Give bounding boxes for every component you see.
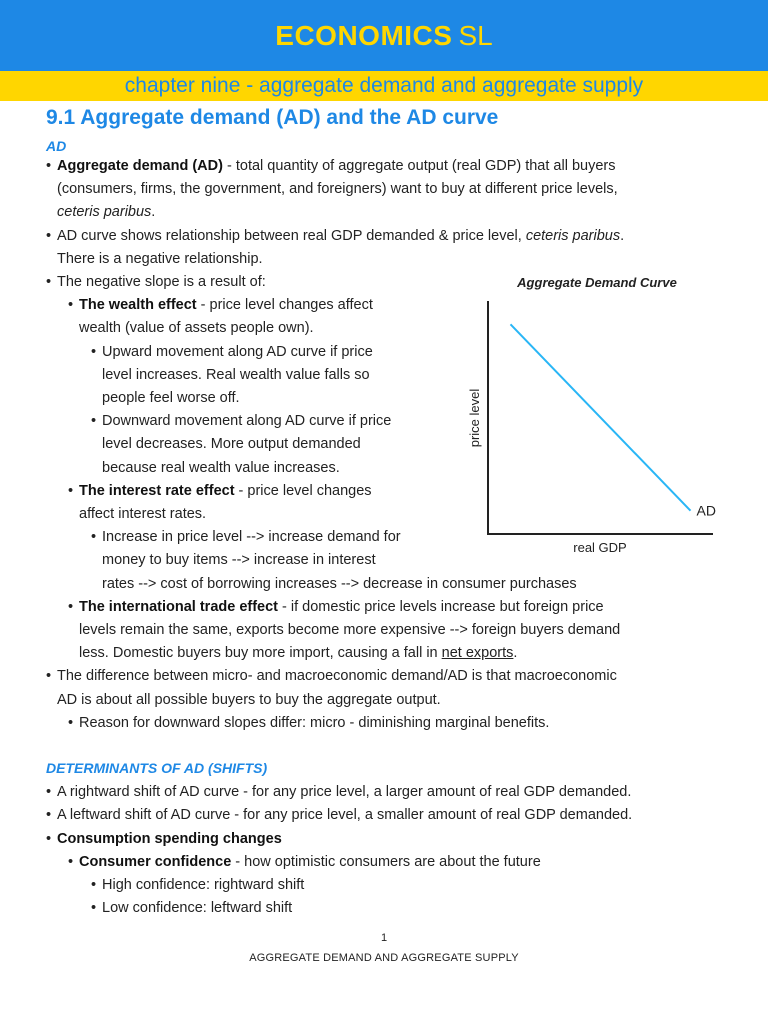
term-aggregate-demand: Aggregate demand (AD) bbox=[57, 158, 223, 174]
text: rates --> cost of borrowing increases --> decrease in consumer purchases bbox=[102, 575, 577, 592]
text: A leftward shift of AD curve - for any price level, a smaller amount of real GDP demanded. bbox=[57, 807, 633, 824]
text: Upward movement along AD curve if price bbox=[102, 343, 373, 360]
chart-title: Aggregate Demand Curve bbox=[517, 275, 677, 290]
text: less. Domestic buyers buy more import, causing a fall in bbox=[79, 645, 442, 662]
text: AD curve shows relationship between real GDP demanded & price level, bbox=[57, 227, 526, 244]
chapter-banner bbox=[0, 71, 768, 101]
text: people feel worse off. bbox=[102, 390, 240, 407]
text: AD is about all possible buyers to buy the aggregate output. bbox=[57, 691, 441, 708]
term-consumption-spending: Consumption spending changes bbox=[57, 830, 282, 847]
header-bar bbox=[0, 0, 768, 71]
page-number: 1 bbox=[380, 932, 388, 944]
text: - price level changes affect bbox=[196, 297, 373, 314]
term-interest-rate-effect: The interest rate effect bbox=[79, 482, 235, 499]
text: There is a negative relationship. bbox=[57, 250, 263, 267]
text: levels remain the same, exports become more expensive --> foreign buyers demand bbox=[79, 622, 621, 639]
text: - total quantity of aggregate output (real GDP) that all buyers bbox=[222, 158, 616, 174]
chart-y-label: price level bbox=[467, 388, 482, 448]
chart-x-label: real GDP bbox=[573, 540, 627, 555]
text-italic: ceteris paribus bbox=[525, 227, 621, 244]
header-title: ECONOMICS bbox=[275, 19, 453, 51]
net-exports-link[interactable]: net exports bbox=[441, 645, 514, 662]
determinants-title: DETERMINANTS OF AD (SHIFTS) bbox=[46, 760, 268, 777]
text: Low confidence: leftward shift bbox=[102, 900, 293, 917]
ad-curve-line bbox=[511, 324, 691, 510]
text: (consumers, firms, the government, and foreigners) want to buy at different price levels, bbox=[57, 181, 618, 198]
term-consumer-confidence: Consumer confidence bbox=[79, 853, 232, 870]
text: Downward movement along AD curve if price bbox=[102, 413, 392, 430]
section-title: 9.1 Aggregate demand (AD) and the AD curve bbox=[46, 106, 499, 129]
text: level increases. Real wealth value falls so bbox=[102, 366, 370, 383]
text: Increase in price level --> increase demand for bbox=[102, 529, 401, 546]
text: - price level changes bbox=[234, 482, 372, 499]
ad-curve-label: AD bbox=[696, 502, 716, 519]
text: A rightward shift of AD curve - for any price level, a larger amount of real GDP demanded. bbox=[57, 784, 632, 801]
header-subtitle: SL bbox=[458, 19, 493, 51]
text: because real wealth value increases. bbox=[102, 459, 340, 476]
footer-title: AGGREGATE DEMAND AND AGGREGATE SUPPLY bbox=[249, 952, 519, 964]
text-italic: ceteris paribus bbox=[57, 204, 152, 221]
chapter-title: chapter nine - aggregate demand and aggregate supply bbox=[124, 74, 644, 97]
text: level decreases. More output demanded bbox=[102, 436, 361, 453]
text: affect interest rates. bbox=[79, 506, 207, 523]
ad-label: AD bbox=[46, 138, 67, 154]
term-wealth-effect: The wealth effect bbox=[79, 297, 197, 314]
term-international-trade-effect: The international trade effect bbox=[79, 598, 279, 615]
text: - how optimistic consumers are about the future bbox=[231, 853, 541, 870]
text: Reason for downward slopes differ: micro - diminishing marginal benefits. bbox=[79, 714, 550, 731]
ad-chart bbox=[455, 268, 725, 568]
text: wealth (value of assets people own). bbox=[79, 320, 314, 337]
text: - if domestic price levels increase but foreign price bbox=[278, 598, 604, 615]
text: The negative slope is a result of: bbox=[57, 274, 266, 291]
text: High confidence: rightward shift bbox=[102, 877, 305, 894]
document-body: AD • Aggregate demand (AD) - total quantity of aggregate output (real GDP) that all buyers (consumers, firms, the government, and foreigners) want to buy at different price levels, ceteris paribus. • AD curve shows relationship between real GDP demanded & price level, ceteris paribus. There is a negative relationship. • The negative slope is a result of: • The wealth effect - price level changes affect wealth (value of assets people own). • Upward movement along AD curve if price level increases. Real wealth value falls so people feel worse off. • Downward movement along AD curve if price level decreases. More output demanded because real wealth value increases. • The interest rate effect - price level changes affect interest rates. • Increase in price level --> increase demand for money to buy items --> increase in interest rates --> cost of borrowing increases --> decrease in consumer purchases • The international trade effect - if domestic price levels increase but foreign price levels remain the same, exports become more expensive --> foreign buyers demand less. Domestic buyers buy more import, causing a fall in net exports. • The difference between micro- and macroeconomic demand/AD is that macroeconomic AD is about all possible buyers to buy the aggregate output. • Reason for downward slopes differ: micro - diminishing marginal benefits. DETERMINANTS OF AD (SHIFTS) • A rightward shift of AD curve - for any price level, a larger amount of real GDP demanded. • A leftward shift of AD curve - for any price level, a smaller amount of real GDP demanded. • Consumption spending changes • Consumer confidence - how optimistic consumers are about the future • High confidence: rightward shift • Low confidence: leftward shift bbox=[46, 138, 633, 917]
text: money to buy items --> increase in interest bbox=[102, 552, 376, 569]
chart-series-group bbox=[511, 324, 716, 518]
text: The difference between micro- and macroeconomic demand/AD is that macroeconomic bbox=[57, 668, 617, 685]
